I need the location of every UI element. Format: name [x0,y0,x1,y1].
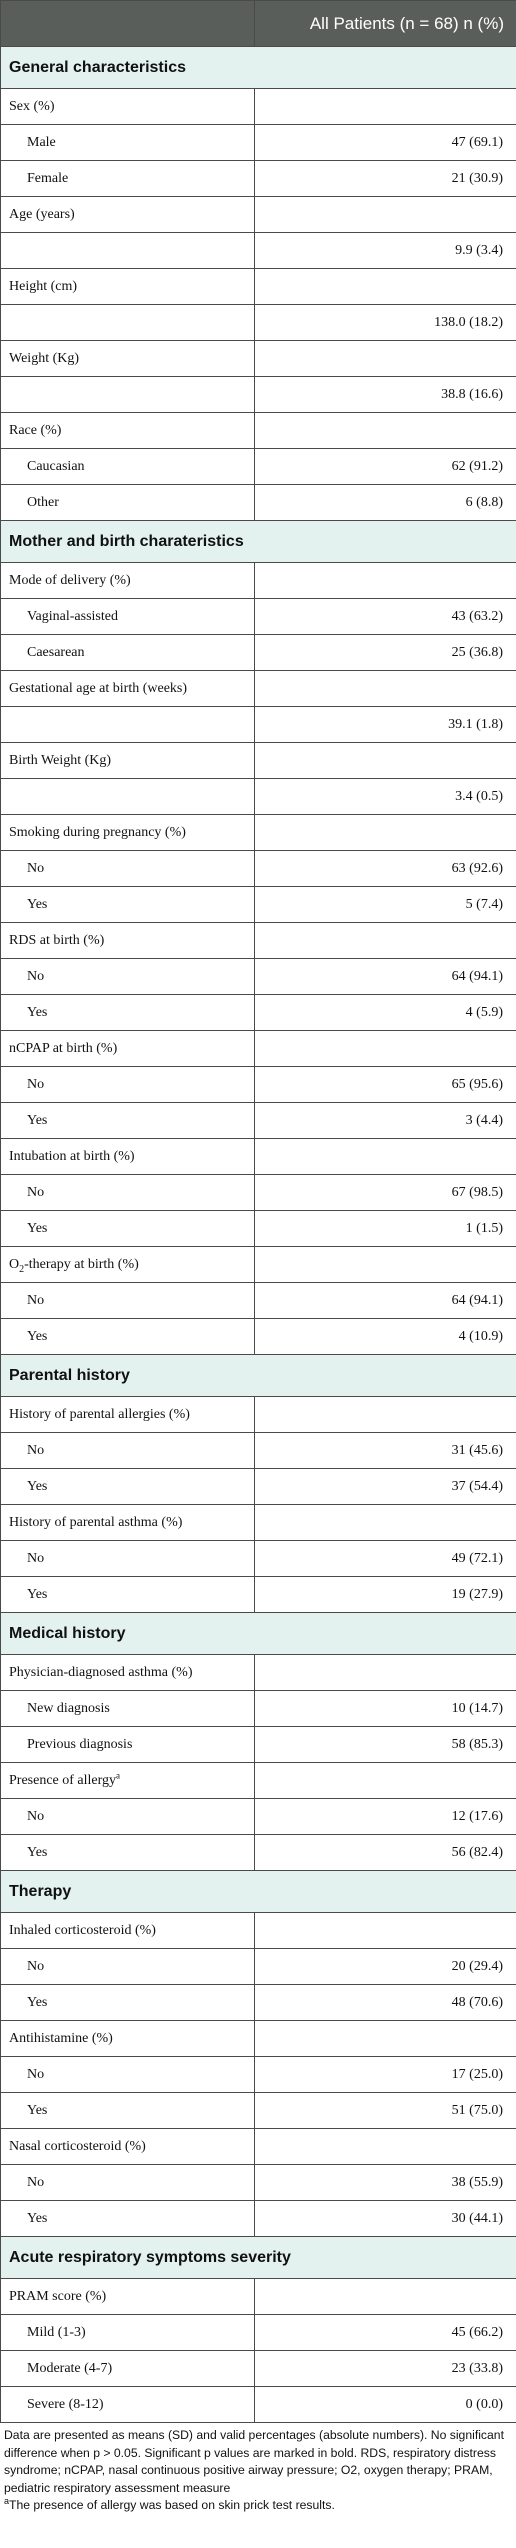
row-label-text: History of parental asthma (%) [9,1514,183,1530]
row-label-text: Moderate (4-7) [27,2360,113,2376]
row-label [1,815,255,851]
table-row [1,1211,516,1247]
row-label-text: No [27,860,45,876]
row-value: 20 (29.4) [255,1949,516,1985]
row-value: 39.1 (1.8) [255,707,516,743]
table-row [1,887,516,923]
table-row [1,995,516,1031]
row-label-text: Gestational age at birth (weeks) [9,680,188,696]
table-row [1,2315,516,2351]
row-label-text: Vaginal-assisted [27,608,118,624]
table-row [1,743,516,779]
row-value [255,2021,516,2057]
section-header-row [1,1871,516,1913]
row-label-text: Physician-diagnosed asthma (%) [9,1664,193,1680]
table-row [1,815,516,851]
section-header-row [1,1613,516,1655]
row-label [1,1469,255,1505]
row-value: 19 (27.9) [255,1577,516,1613]
row-label [1,1211,255,1247]
table-row [1,1655,516,1691]
row-label-text: No [27,1808,45,1824]
row-label [1,887,255,923]
row-label-text: Inhaled corticosteroid (%) [9,1922,156,1938]
section-title: Acute respiratory symptoms severity [1,2237,516,2279]
table-row [1,305,516,341]
row-label [1,1541,255,1577]
row-value [255,563,516,599]
row-value: 3 (4.4) [255,1103,516,1139]
row-label-text: Yes [27,896,48,912]
row-label-text: Yes [27,1478,48,1494]
table-row [1,1577,516,1613]
row-label [1,1949,255,1985]
row-value: 58 (85.3) [255,1727,516,1763]
row-value: 17 (25.0) [255,2057,516,2093]
row-value [255,1031,516,1067]
table-row [1,779,516,815]
section-title: General characteristics [1,47,516,89]
row-value: 51 (75.0) [255,2093,516,2129]
footnote-a-marker: a [4,2495,10,2506]
row-label [1,1139,255,1175]
row-label [1,89,255,125]
row-value: 48 (70.6) [255,1985,516,2021]
row-value: 9.9 (3.4) [255,233,516,269]
row-label [1,449,255,485]
row-label [1,779,255,815]
row-value: 64 (94.1) [255,1283,516,1319]
row-label [1,2129,255,2165]
row-label [1,1031,255,1067]
table-row [1,1541,516,1577]
row-label [1,125,255,161]
row-label-text: Race (%) [9,422,62,438]
row-label [1,1799,255,1835]
row-label [1,2279,255,2315]
row-label [1,305,255,341]
row-value [255,2279,516,2315]
row-label-text: Previous diagnosis [27,1736,133,1752]
row-label [1,1655,255,1691]
row-value: 0 (0.0) [255,2387,516,2423]
row-label-text: No [27,1292,45,1308]
row-label-text: Yes [27,1586,48,1602]
row-label [1,1175,255,1211]
row-value [255,89,516,125]
row-label [1,1505,255,1541]
row-label [1,743,255,779]
row-value: 64 (94.1) [255,959,516,995]
row-value [255,1655,516,1691]
row-value [255,923,516,959]
footnote-main: Data are presented as means (SD) and valid percentages (absolute numbers). No significant difference when p > 0.05. Significant p values are marked in bold. RDS, respiratory distress syndrome; nCPAP, nasal continuous positive airway pressure; O2, oxygen therapy; PRAM, pediatric respiratory assessment measure [4,2428,504,2495]
row-value: 63 (92.6) [255,851,516,887]
row-value [255,413,516,449]
row-label [1,1103,255,1139]
table-row [1,671,516,707]
table-header-row [1,1,516,47]
row-value: 38.8 (16.6) [255,377,516,413]
row-label-text: No [27,1958,45,1974]
row-value: 47 (69.1) [255,125,516,161]
row-label [1,707,255,743]
row-label-text: Yes [27,1004,48,1020]
row-value: 62 (91.2) [255,449,516,485]
section-title: Mother and birth charateristics [1,521,516,563]
o2-label-rest: -therapy at birth (%) [24,1256,139,1272]
row-label [1,413,255,449]
row-value: 67 (98.5) [255,1175,516,1211]
table-row [1,599,516,635]
row-label [1,1067,255,1103]
row-label-text: Height (cm) [9,278,78,294]
row-label [1,1433,255,1469]
row-label-text: PRAM score (%) [9,2288,107,2304]
section-header-row [1,1355,516,1397]
row-label-text: Other [27,494,59,510]
row-value: 43 (63.2) [255,599,516,635]
row-value [255,743,516,779]
row-label-text: Birth Weight (Kg) [9,752,112,768]
row-label-text: Yes [27,1112,48,1128]
row-label-text: Intubation at birth (%) [9,1148,135,1164]
table-row [1,1469,516,1505]
row-label-text: New diagnosis [27,1700,110,1716]
row-label-text: Yes [27,1328,48,1344]
row-label [1,2387,255,2423]
row-label-text: Sex (%) [9,98,55,114]
row-value: 21 (30.9) [255,161,516,197]
row-label [1,1691,255,1727]
row-label [1,269,255,305]
row-label-text: Male [27,134,56,150]
row-value: 65 (95.6) [255,1067,516,1103]
row-value [255,1139,516,1175]
table-row [1,1949,516,1985]
row-value: 12 (17.6) [255,1799,516,1835]
row-label [1,1319,255,1355]
table-row [1,233,516,269]
row-label-text: Presence of allergy [9,1772,117,1788]
row-label [1,671,255,707]
row-label [1,599,255,635]
table-row [1,413,516,449]
row-label-text: Yes [27,2210,48,2226]
section-title: Medical history [1,1613,516,1655]
row-label [1,1763,255,1799]
section-header-row [1,521,516,563]
row-label [1,2351,255,2387]
row-value [255,1913,516,1949]
table-row [1,125,516,161]
row-label [1,1985,255,2021]
table-row [1,2129,516,2165]
row-value: 37 (54.4) [255,1469,516,1505]
row-value [255,671,516,707]
row-label [1,995,255,1031]
row-label [1,197,255,233]
row-label [1,2201,255,2237]
table-row [1,1985,516,2021]
table-row [1,1691,516,1727]
row-label [1,563,255,599]
row-label-text: No [27,1076,45,1092]
row-label-text: nCPAP at birth (%) [9,1040,118,1056]
row-label-text: Age (years) [9,206,75,222]
row-label-text: Female [27,170,69,186]
row-label-text: Caesarean [27,644,85,660]
row-label [1,377,255,413]
table-row [1,197,516,233]
table-row [1,1433,516,1469]
table-row [1,959,516,995]
row-value: 6 (8.8) [255,485,516,521]
row-label [1,1835,255,1871]
table-row [1,1031,516,1067]
row-label-text: RDS at birth (%) [9,932,105,948]
row-value [255,269,516,305]
row-label-text: No [27,968,45,984]
table-row [1,1763,516,1799]
row-value: 31 (45.6) [255,1433,516,1469]
footnote-a [4,2497,512,2515]
footnote-marker: a [116,1769,121,1780]
row-label-text: Yes [27,1994,48,2010]
table-row [1,485,516,521]
row-label [1,1247,255,1283]
table-row [1,923,516,959]
row-label [1,959,255,995]
row-label-text: No [27,2066,45,2082]
row-label [1,1727,255,1763]
row-label-text: Caucasian [27,458,85,474]
table-row [1,1247,516,1283]
row-label-text: Severe (8-12) [27,2396,104,2412]
row-value [255,1505,516,1541]
row-label [1,2165,255,2201]
row-value: 38 (55.9) [255,2165,516,2201]
row-value: 138.0 (18.2) [255,305,516,341]
row-label [1,1397,255,1433]
section-title: Therapy [1,1871,516,1913]
row-value: 49 (72.1) [255,1541,516,1577]
row-label-text: Yes [27,2102,48,2118]
row-label [1,233,255,269]
row-label-text: Yes [27,1844,48,1860]
row-value [255,1397,516,1433]
row-label-text: No [27,1442,45,1458]
table-row [1,2165,516,2201]
table-row [1,2093,516,2129]
row-label-text: Mode of delivery (%) [9,572,131,588]
row-label [1,635,255,671]
table-row [1,635,516,671]
row-label [1,2057,255,2093]
row-value [255,1763,516,1799]
row-value [255,197,516,233]
row-label [1,923,255,959]
table-row [1,851,516,887]
table-row [1,89,516,125]
row-value: 25 (36.8) [255,635,516,671]
row-value: 45 (66.2) [255,2315,516,2351]
row-value: 23 (33.8) [255,2351,516,2387]
row-label [1,851,255,887]
table-row [1,2387,516,2423]
row-label-text: Yes [27,1220,48,1236]
table-row [1,1835,516,1871]
table-row [1,341,516,377]
row-label [1,2315,255,2351]
table-row [1,2057,516,2093]
section-title: Parental history [1,1355,516,1397]
header-empty-cell [1,1,255,47]
row-label-text: Weight (Kg) [9,350,80,366]
table-row [1,1283,516,1319]
table-row [1,2351,516,2387]
row-label [1,1577,255,1613]
o2-label-sub: 2 [19,1263,25,1275]
row-label-text: Nasal corticosteroid (%) [9,2138,146,2154]
row-value: 4 (5.9) [255,995,516,1031]
table-row [1,707,516,743]
table-footnotes [4,2427,512,2515]
table-row [1,1175,516,1211]
header-all-patients: All Patients (n = 68) n (%) [255,1,516,47]
row-label-text: Antihistamine (%) [9,2030,113,2046]
row-label [1,485,255,521]
table-row [1,377,516,413]
row-value: 4 (10.9) [255,1319,516,1355]
table-row [1,1727,516,1763]
table-row [1,1139,516,1175]
table-row [1,1319,516,1355]
table-row [1,449,516,485]
row-value: 1 (1.5) [255,1211,516,1247]
row-value: 3.4 (0.5) [255,779,516,815]
row-value: 5 (7.4) [255,887,516,923]
row-value [255,2129,516,2165]
row-value: 10 (14.7) [255,1691,516,1727]
row-label-text: No [27,1184,45,1200]
row-label-text: History of parental allergies (%) [9,1406,190,1422]
row-label [1,341,255,377]
row-label [1,2093,255,2129]
row-value: 56 (82.4) [255,1835,516,1871]
row-label-text: No [27,2174,45,2190]
row-value [255,341,516,377]
o2-label-o: O [9,1256,20,1272]
row-label-text: Smoking during pregnancy (%) [9,824,186,840]
table-row [1,563,516,599]
row-label-text: Mild (1-3) [27,2324,86,2340]
footnote-a-text: The presence of allergy was based on skin prick test results. [9,2498,335,2512]
table-row [1,2201,516,2237]
row-value [255,1247,516,1283]
section-header-row [1,47,516,89]
table-row [1,1103,516,1139]
table-row [1,2279,516,2315]
table-row [1,1067,516,1103]
section-header-row [1,2237,516,2279]
row-label [1,2021,255,2057]
row-label [1,1283,255,1319]
table-row [1,1799,516,1835]
table-row [1,1913,516,1949]
table-row [1,269,516,305]
row-value: 30 (44.1) [255,2201,516,2237]
row-label [1,1913,255,1949]
row-value [255,815,516,851]
row-label-text: No [27,1550,45,1566]
table-row [1,1505,516,1541]
row-label [1,161,255,197]
table-row [1,1397,516,1433]
table-row [1,161,516,197]
table-row [1,2021,516,2057]
